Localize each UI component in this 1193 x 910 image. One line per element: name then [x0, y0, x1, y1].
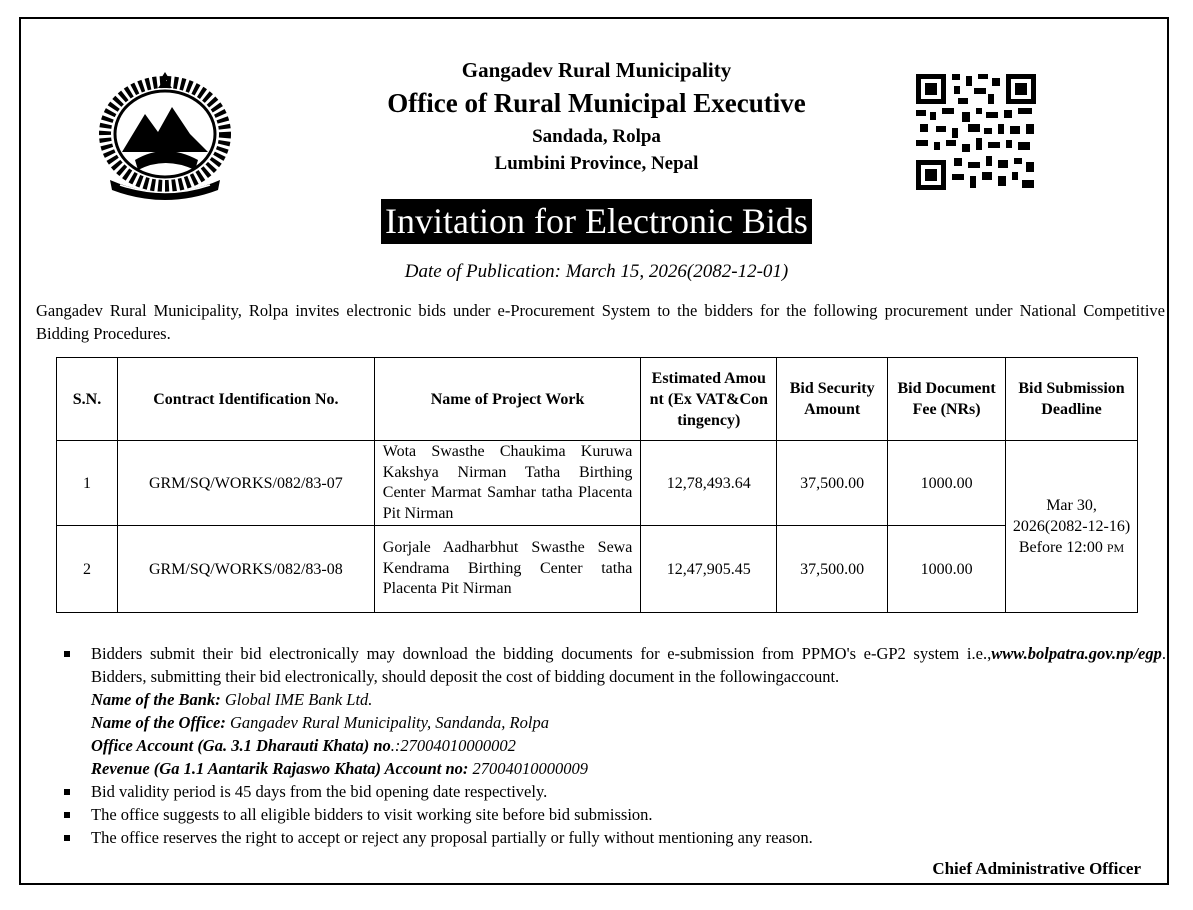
cell-project: Wota Swasthe Chaukima Kuruwa Kakshya Nirman Tatha Birthing Center Marmat Samhar tatha Placenta Pit Nirman	[374, 441, 641, 526]
bank-name-line	[91, 688, 1166, 711]
cell-sn: 1	[57, 441, 118, 526]
note-1-text: Bidders submit their bid electronically may download the bidding documents for e-submission from PPMO's e-GP2 system i.e.,	[91, 644, 992, 663]
list-item	[60, 826, 1166, 849]
cell-sn: 2	[57, 526, 118, 613]
cell-contract-id: GRM/SQ/WORKS/082/83-07	[117, 441, 374, 526]
address-line-1: Sandada, Rolpa	[532, 126, 661, 147]
egp-link[interactable]: www.bolpatra.gov.np/egp	[991, 644, 1162, 663]
account-value: .:27004010000002	[390, 736, 516, 755]
office-account-line	[91, 734, 1166, 757]
table-row	[57, 441, 1138, 526]
header-contract-id: Contract Identification No.	[117, 358, 374, 441]
bank-value: Global IME Bank Ltd.	[220, 690, 373, 709]
revenue-account-line	[91, 757, 1166, 780]
publication-date: Date of Publication: March 15, 2026(2082-12-01)	[404, 261, 789, 282]
bullet-icon	[64, 789, 70, 795]
bullet-icon	[64, 835, 70, 841]
cell-doc-fee: 1000.00	[888, 526, 1006, 613]
bank-label: Name of the Bank:	[91, 690, 221, 709]
municipality-name: Gangadev Rural Municipality	[461, 58, 732, 82]
header-doc-fee: Bid Document Fee (NRs)	[888, 358, 1006, 441]
bullet-icon	[64, 651, 70, 657]
cell-doc-fee: 1000.00	[888, 441, 1006, 526]
revenue-label: Revenue (Ga 1.1 Aantarik Rajaswo Khata) Account no:	[91, 759, 469, 778]
header-project: Name of Project Work	[374, 358, 641, 441]
note-2-text: Bid validity period is 45 days from the bid opening date respectively.	[91, 782, 548, 801]
list-item	[60, 803, 1166, 826]
cell-deadline	[1006, 441, 1138, 613]
note-3-text: The office suggests to all eligible bidders to visit working site before bid submission.	[91, 805, 653, 824]
intro-paragraph: Gangadev Rural Municipality, Rolpa invites electronic bids under e-Procurement System to the bidders for the following procurement under National Competitive Bidding Procedures.	[36, 301, 1165, 343]
table-header-row	[57, 358, 1138, 441]
table-row	[57, 526, 1138, 613]
office-label: Name of the Office:	[91, 713, 226, 732]
notice-title: Invitation for Electronic Bids	[381, 199, 812, 244]
address-line-2: Lumbini Province, Nepal	[494, 153, 699, 174]
account-label: Office Account (Ga. 3.1 Dharauti Khata) no	[91, 736, 391, 755]
note-4-text: The office reserves the right to accept or reject any proposal partially or fully without mentioning any reason.	[91, 828, 813, 847]
header-sn: S.N.	[57, 358, 118, 441]
note-1-text-cont: . Bidders, submitting their bid electronically, should deposit the cost of bidding document in the followingaccount.	[91, 644, 1166, 686]
list-item	[60, 642, 1166, 780]
bids-table	[56, 357, 1138, 613]
cell-contract-id: GRM/SQ/WORKS/082/83-08	[117, 526, 374, 613]
notes-list	[60, 642, 1166, 849]
header-estimated-amount: Estimated Amount (Ex VAT&Contingency)	[641, 358, 777, 441]
header-deadline: Bid Submission Deadline	[1006, 358, 1138, 441]
header-bid-security: Bid Security Amount	[777, 358, 888, 441]
cell-project: Gorjale Aadharbhut Swasthe Sewa Kendrama Birthing Center tatha Placenta Pit Nirman	[374, 526, 641, 613]
office-value: Gangadev Rural Municipality, Sandanda, Rolpa	[225, 713, 549, 732]
signature: Chief Administrative Officer	[932, 859, 1141, 878]
cell-bid-security: 37,500.00	[777, 526, 888, 613]
office-name-line	[91, 711, 1166, 734]
list-item	[60, 780, 1166, 803]
deadline-suffix: PM	[1106, 540, 1125, 555]
office-name: Office of Rural Municipal Executive	[387, 88, 806, 118]
cell-bid-security: 37,500.00	[777, 441, 888, 526]
cell-estimated-amount: 12,47,905.45	[641, 526, 777, 613]
deadline-text: Mar 30, 2026(2082-12-16) Before 12:00	[1012, 496, 1131, 556]
bullet-icon	[64, 812, 70, 818]
cell-estimated-amount: 12,78,493.64	[641, 441, 777, 526]
revenue-value: 27004010000009	[468, 759, 589, 778]
